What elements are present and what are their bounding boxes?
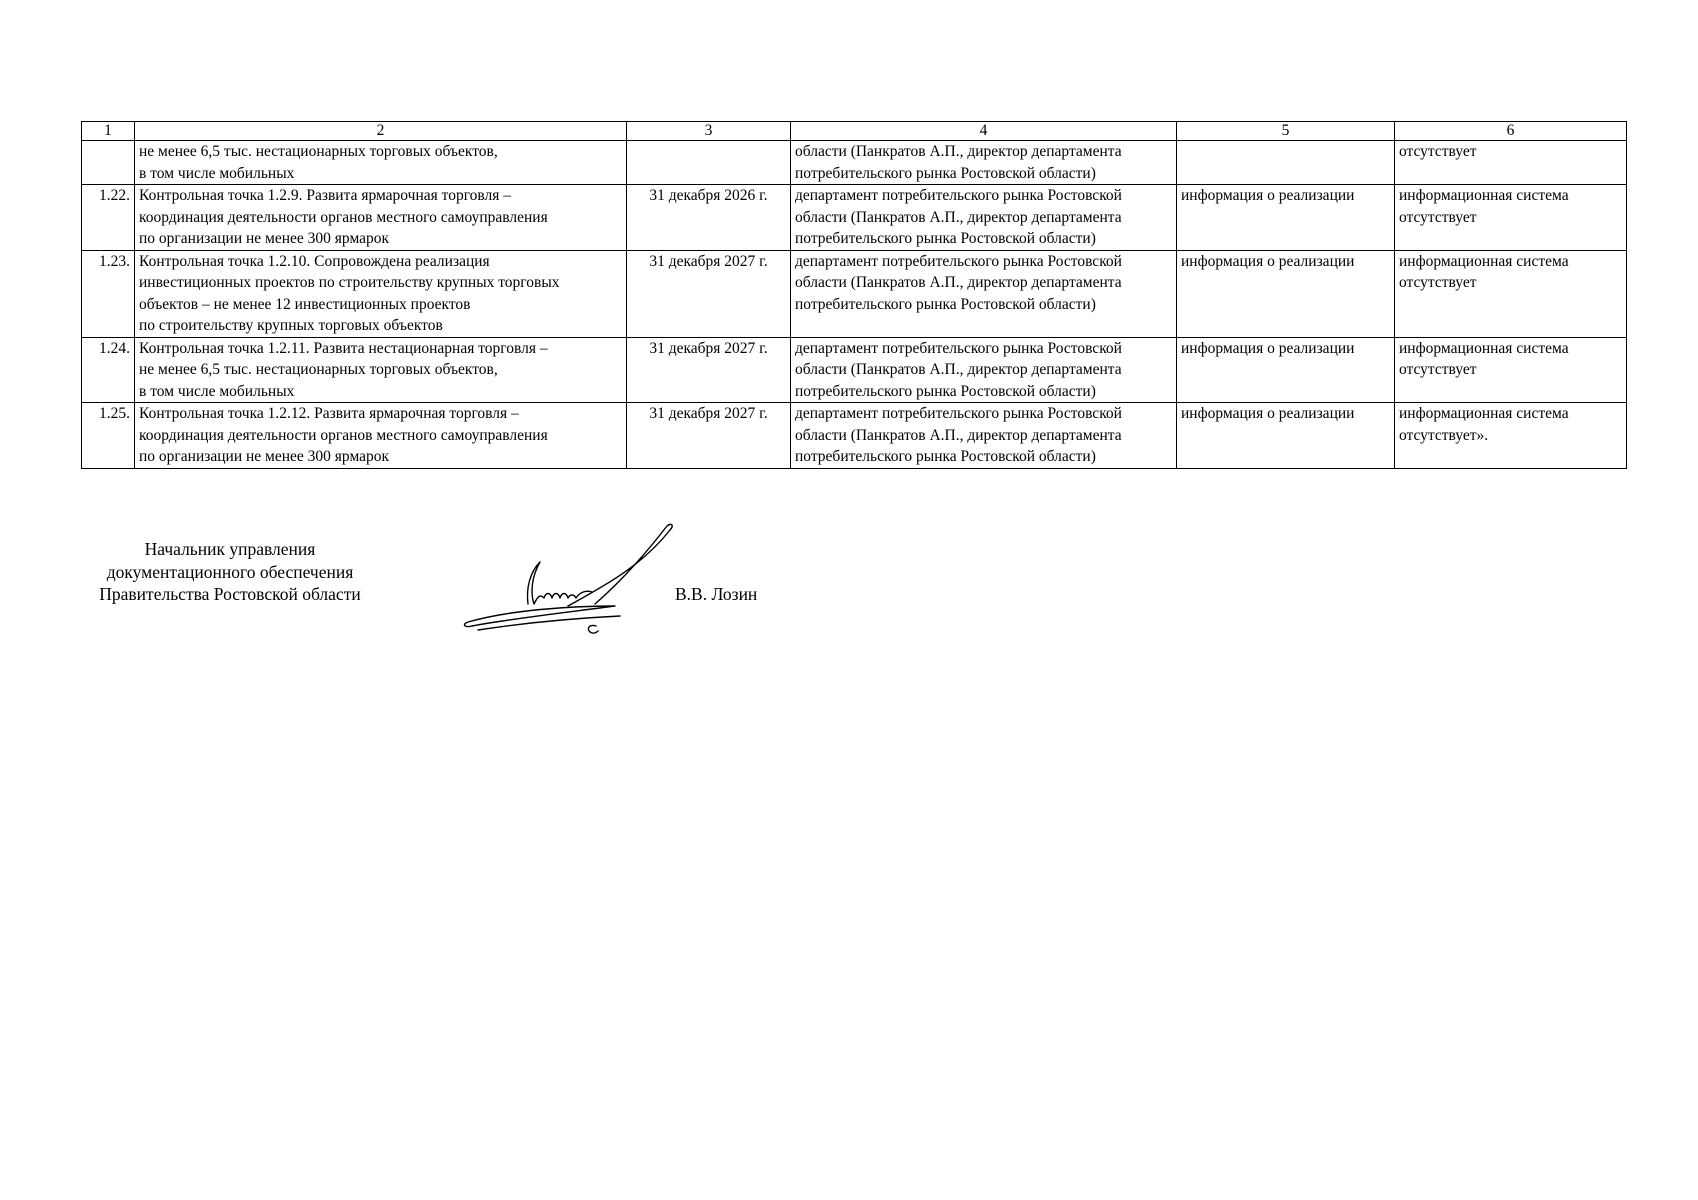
responsible-executor: департамент потребительского рынка Ростовской области (Панкратов А.П., директор департамента потребительского рынка Ростовской области) [791,403,1177,469]
row-number: 1.24. [82,337,135,403]
control-point-name: Контрольная точка 1.2.11. Развита нестационарная торговля – не менее 6,5 тыс. нестационарных торговых объектов, в том числе мобильных [135,337,627,403]
column-number: 6 [1395,122,1627,141]
confirming-document [1177,141,1395,185]
confirming-document: информация о реализации [1177,250,1395,337]
row-number: 1.23. [82,250,135,337]
responsible-executor: департамент потребительского рынка Ростовской области (Панкратов А.П., директор департамента потребительского рынка Ростовской области) [791,337,1177,403]
due-date: 31 декабря 2027 г. [627,337,791,403]
confirming-document: информация о реализации [1177,185,1395,251]
due-date [627,141,791,185]
signature-block [70,538,870,638]
signatory-position: Начальник управления документационного обеспечения Правительства Ростовской области [99,539,361,604]
table-row [82,185,1627,251]
column-number: 3 [627,122,791,141]
due-date: 31 декабря 2027 г. [627,403,791,469]
column-number-row [82,122,1627,141]
column-number: 1 [82,122,135,141]
control-point-name: не менее 6,5 тыс. нестационарных торговых объектов, в том числе мобильных [135,141,627,185]
information-system: информационная система отсутствует [1395,337,1627,403]
control-point-name: Контрольная точка 1.2.9. Развита ярмарочная торговля – координация деятельности органов местного самоуправления по организации не менее 300 ярмарок [135,185,627,251]
column-number: 5 [1177,122,1395,141]
due-date: 31 декабря 2027 г. [627,250,791,337]
responsible-executor: департамент потребительского рынка Ростовской области (Панкратов А.П., директор департамента потребительского рынка Ростовской области) [791,250,1177,337]
control-point-name: Контрольная точка 1.2.10. Сопровождена реализация инвестиционных проектов по строительству крупных торговых объектов – не менее 12 инвестиционных проектов по строительству крупных торговых объектов [135,250,627,337]
handwritten-signature [420,518,730,638]
information-system: информационная система отсутствует [1395,185,1627,251]
confirming-document: информация о реализации [1177,403,1395,469]
responsible-executor: области (Панкратов А.П., директор департамента потребительского рынка Ростовской области) [791,141,1177,185]
signatory-name: В.В. Лозин [675,584,758,604]
column-number: 4 [791,122,1177,141]
table-row [82,250,1627,337]
table-row [82,141,1627,185]
confirming-document: информация о реализации [1177,337,1395,403]
control-point-name: Контрольная точка 1.2.12. Развита ярмарочная торговля – координация деятельности органов местного самоуправления по организации не менее 300 ярмарок [135,403,627,469]
control-points-table [81,121,1627,469]
column-number: 2 [135,122,627,141]
due-date: 31 декабря 2026 г. [627,185,791,251]
row-number: 1.25. [82,403,135,469]
table-row [82,337,1627,403]
row-number [82,141,135,185]
information-system: отсутствует [1395,141,1627,185]
table-row [82,403,1627,469]
information-system: информационная система отсутствует [1395,250,1627,337]
responsible-executor: департамент потребительского рынка Ростовской области (Панкратов А.П., директор департамента потребительского рынка Ростовской области) [791,185,1177,251]
row-number: 1.22. [82,185,135,251]
information-system: информационная система отсутствует». [1395,403,1627,469]
